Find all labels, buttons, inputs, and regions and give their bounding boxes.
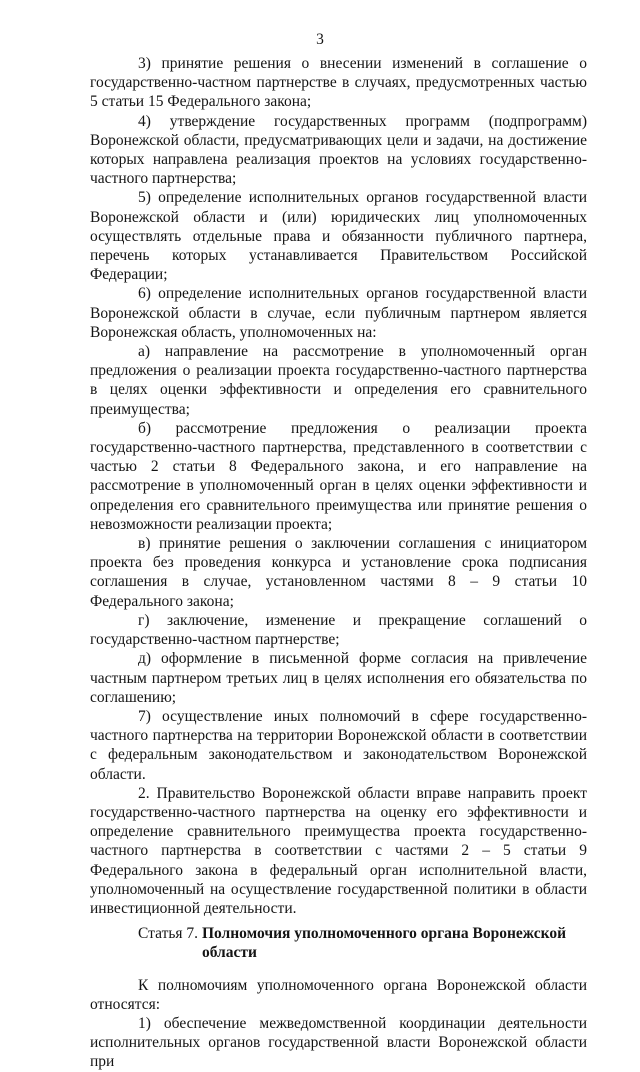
paragraph-item-3: 3) принятие решения о внесении изменений в соглашение о государственно-частном партнерстве в случаях, предусмотренных частью 5 статьи 15 Федерального закона; [90, 55, 587, 111]
paragraph-subitem-b: б) рассмотрение предложения о реализации проекта государственно-частного партнерства, представленного в соответствии с частью 2 статьи 8 Федерального закона, и его направление на рассмотрение в уполномоченный орган в целях оценки эффективности и определения его сравнительного преимущества или принятие решения о невозможности реализации проекта; [90, 419, 587, 533]
paragraph-item-4: 4) утверждение государственных программ (подпрограмм) Воронежской области, предусматривающих цели и задачи, на достижение которых направлена реализация проектов на условиях государственно-частного партнерства; [90, 112, 587, 188]
paragraph-article-item-1: 1) обеспечение межведомственной координации деятельности исполнительных органов государственной власти Воронежской области при [90, 1014, 587, 1071]
paragraph-subitem-a: а) направление на рассмотрение в уполномоченный орган предложения о реализации проекта государственно-частного партнерства в целях оценки эффективности и определения его сравнительного преимущества; [90, 343, 587, 418]
article-heading [90, 924, 587, 962]
paragraph-subitem-g: г) заключение, изменение и прекращение соглашений о государственно-частном партнерстве; [90, 611, 587, 649]
paragraph-item-7: 7) осуществление иных полномочий в сфере государственно-частного партнерства на территории Воронежской области в соответствии с федеральным законодательством и законодательством Воронежской области. [90, 707, 587, 783]
paragraph-item-5: 5) определение исполнительных органов государственной власти Воронежской области и (или) юридических лиц уполномоченных осуществлять отдельные права и обязанности публичного партнера, перечень которых устанавливается Правительством Российской Федерации; [90, 189, 587, 284]
article-title [202, 924, 587, 962]
article-title-line-2: области [201, 944, 257, 962]
paragraph-subitem-d: д) оформление в письменной форме согласия на привлечение частным партнером третьих лиц в целях исполнения его обязательства по соглашению; [90, 650, 587, 706]
article-title-line-1: Полномочия уполномоченного органа Воронежской [201, 925, 567, 943]
paragraph-item-6: 6) определение исполнительных органов государственной власти Воронежской области в случае, если публичным партнером является Воронежская область, уполномоченных на: [90, 285, 587, 341]
document-body [90, 54, 587, 1072]
paragraph-article-intro: К полномочиям уполномоченного органа Воронежской области относятся: [90, 976, 587, 1013]
paragraph-subitem-v: в) принятие решения о заключении соглашения с инициатором проекта без проведения конкурса и установление срока подписания соглашения в случае, установленном частями 8 – 9 статьи 10 Федерального закона; [90, 535, 587, 610]
page-number: 3 [316, 31, 324, 48]
article-label: Статья 7. [138, 925, 202, 943]
paragraph-part-2: 2. Правительство Воронежской области вправе направить проект государственно-частного партнерства на оценку его эффективности и определение сравнительного преимущества проекта государственно-частного партнерства в соответствии с частями 2 – 5 статьи 9 Федерального закона в федеральный орган исполнительной власти, уполномоченный на осуществление государственной политики в области инвестиционной деятельности. [90, 784, 587, 917]
